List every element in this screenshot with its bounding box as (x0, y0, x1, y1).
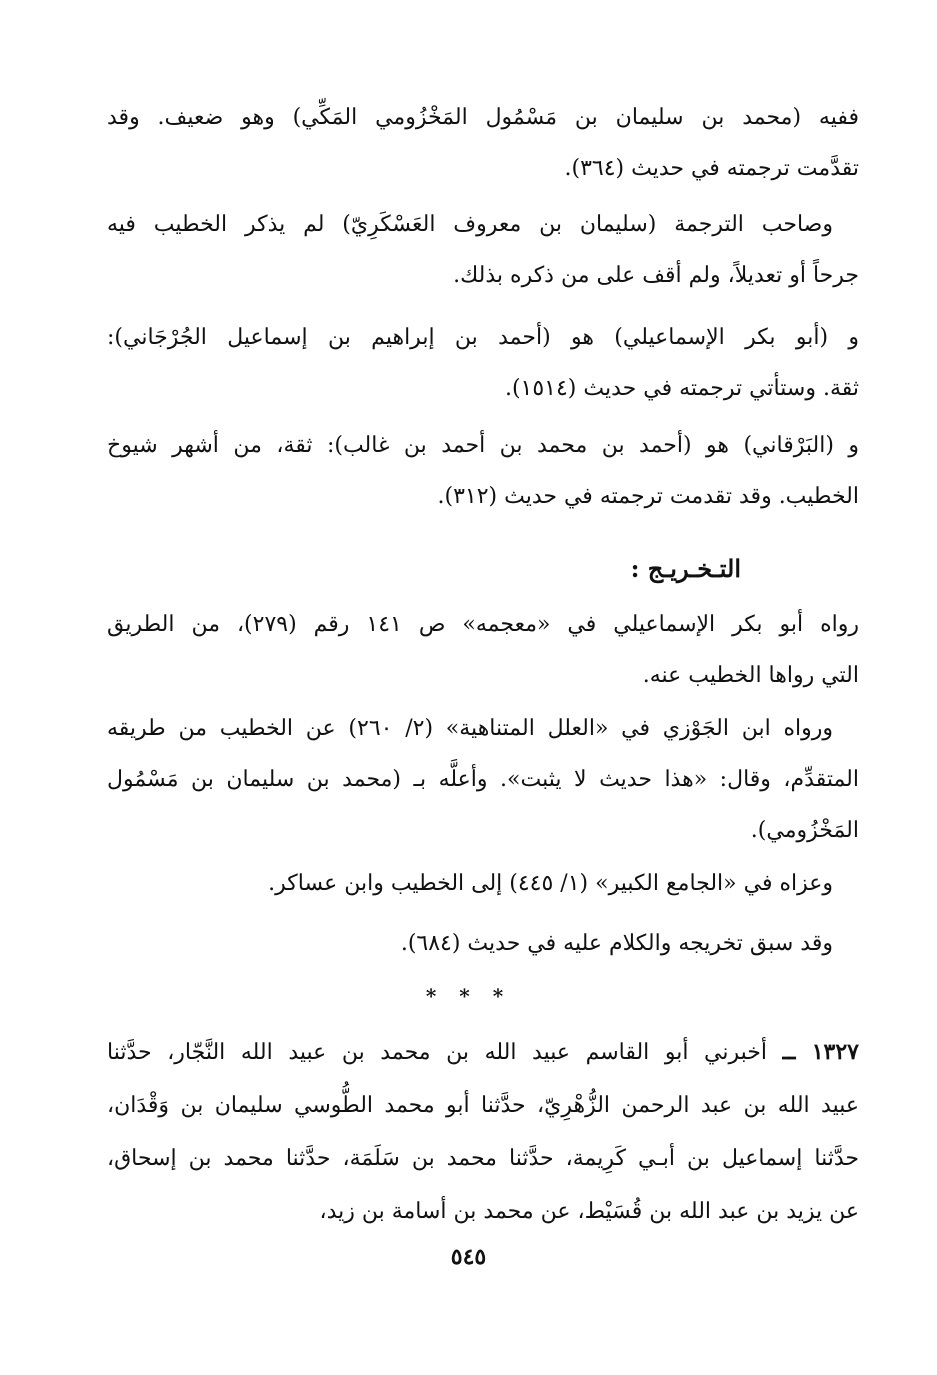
text-line: و (أبو بكر الإسماعيلي) هو (أحمد بن إبراهيم بن إسماعيل الجُرْجَاني): (107, 325, 859, 350)
paragraph-takhrij-2 (107, 703, 859, 856)
paragraph-takhrij-4 (107, 918, 859, 969)
paragraph-narrator-note-3 (107, 312, 859, 414)
text-line: تقدَّمت ترجمته في حديث (٣٦٤). (564, 156, 859, 181)
hadith-text (107, 1026, 859, 1238)
hadith-line-text: أخبرني أبو القاسم عبيد الله بن محمد بن عبيد الله النَّجّار، حدَّثنا (107, 1040, 768, 1065)
text-line: عبيد الله بن عبد الرحمن الزُّهْرِيّ، حدَّثنا أبو محمد الطُّوسي سليمان بن وَقْدَان، (107, 1093, 859, 1118)
section-heading: التـخـريـج : (630, 554, 741, 583)
text-line: المتقدِّم، وقال: «هذا حديث لا يثبت». وأعلَّه بـ (محمد بن سليمان بن مَسْمُول (107, 767, 859, 792)
text-line: ثقة. وستأتي ترجمته في حديث (١٥١٤). (504, 376, 859, 401)
section-separator: * * * (425, 984, 512, 1008)
hadith-number: ١٣٢٧ ــ (782, 1039, 859, 1065)
paragraph-takhrij-3 (107, 858, 859, 909)
text-line: ورواه ابن الجَوْزي في «العلل المتناهية» (٢/ ٢٦٠) عن الخطيب من طريقه (107, 716, 833, 741)
paragraph-takhrij-1 (107, 599, 859, 701)
paragraph-narrator-note-1 (107, 92, 859, 194)
text-line: وقد سبق تخريجه والكلام عليه في حديث (٦٨٤). (400, 931, 833, 956)
page-number: ٥٤٥ (450, 1244, 487, 1270)
text-line: وعزاه في «الجامع الكبير» (١/ ٤٤٥) إلى الخطيب وابن عساكر. (268, 871, 833, 896)
text-line: الخطيب. وقد تقدمت ترجمته في حديث (٣١٢). (437, 484, 859, 509)
text-line: المَخْزُومي). (750, 818, 859, 843)
paragraph-narrator-note-4 (107, 420, 859, 522)
text-line: جرحاً أو تعديلاً، ولم أقف على من ذكره بذلك. (453, 263, 859, 288)
text-line: و (البَرْقاني) هو (أحمد بن محمد بن أحمد بن غالب): ثقة، من أشهر شيوخ (107, 433, 859, 458)
text-line: عن يزيد بن عبد الله بن قُسَيْط، عن محمد بن أسامة بن زيد، (319, 1199, 859, 1224)
text-line: رواه أبو بكر الإسماعيلي في «معجمه» ص ١٤١ رقم (٢٧٩)، من الطريق (107, 612, 859, 637)
text-line: حدَّثنا إسماعيل بن أبـي كَرِيمة، حدَّثنا محمد بن سَلَمَة، حدَّثنا محمد بن إسحاق، (107, 1146, 859, 1171)
text-line: وصاحب الترجمة (سليمان بن معروف العَسْكَرِيّ) لم يذكر الخطيب فيه (107, 212, 833, 237)
text-line (107, 1026, 859, 1079)
text-line: التي رواها الخطيب عنه. (642, 663, 859, 688)
paragraph-narrator-note-2 (107, 199, 859, 301)
text-line: ففيه (محمد بن سليمان بن مَسْمُول المَخْزُومي المَكِّي) وهو ضعيف. وقد (107, 105, 859, 130)
